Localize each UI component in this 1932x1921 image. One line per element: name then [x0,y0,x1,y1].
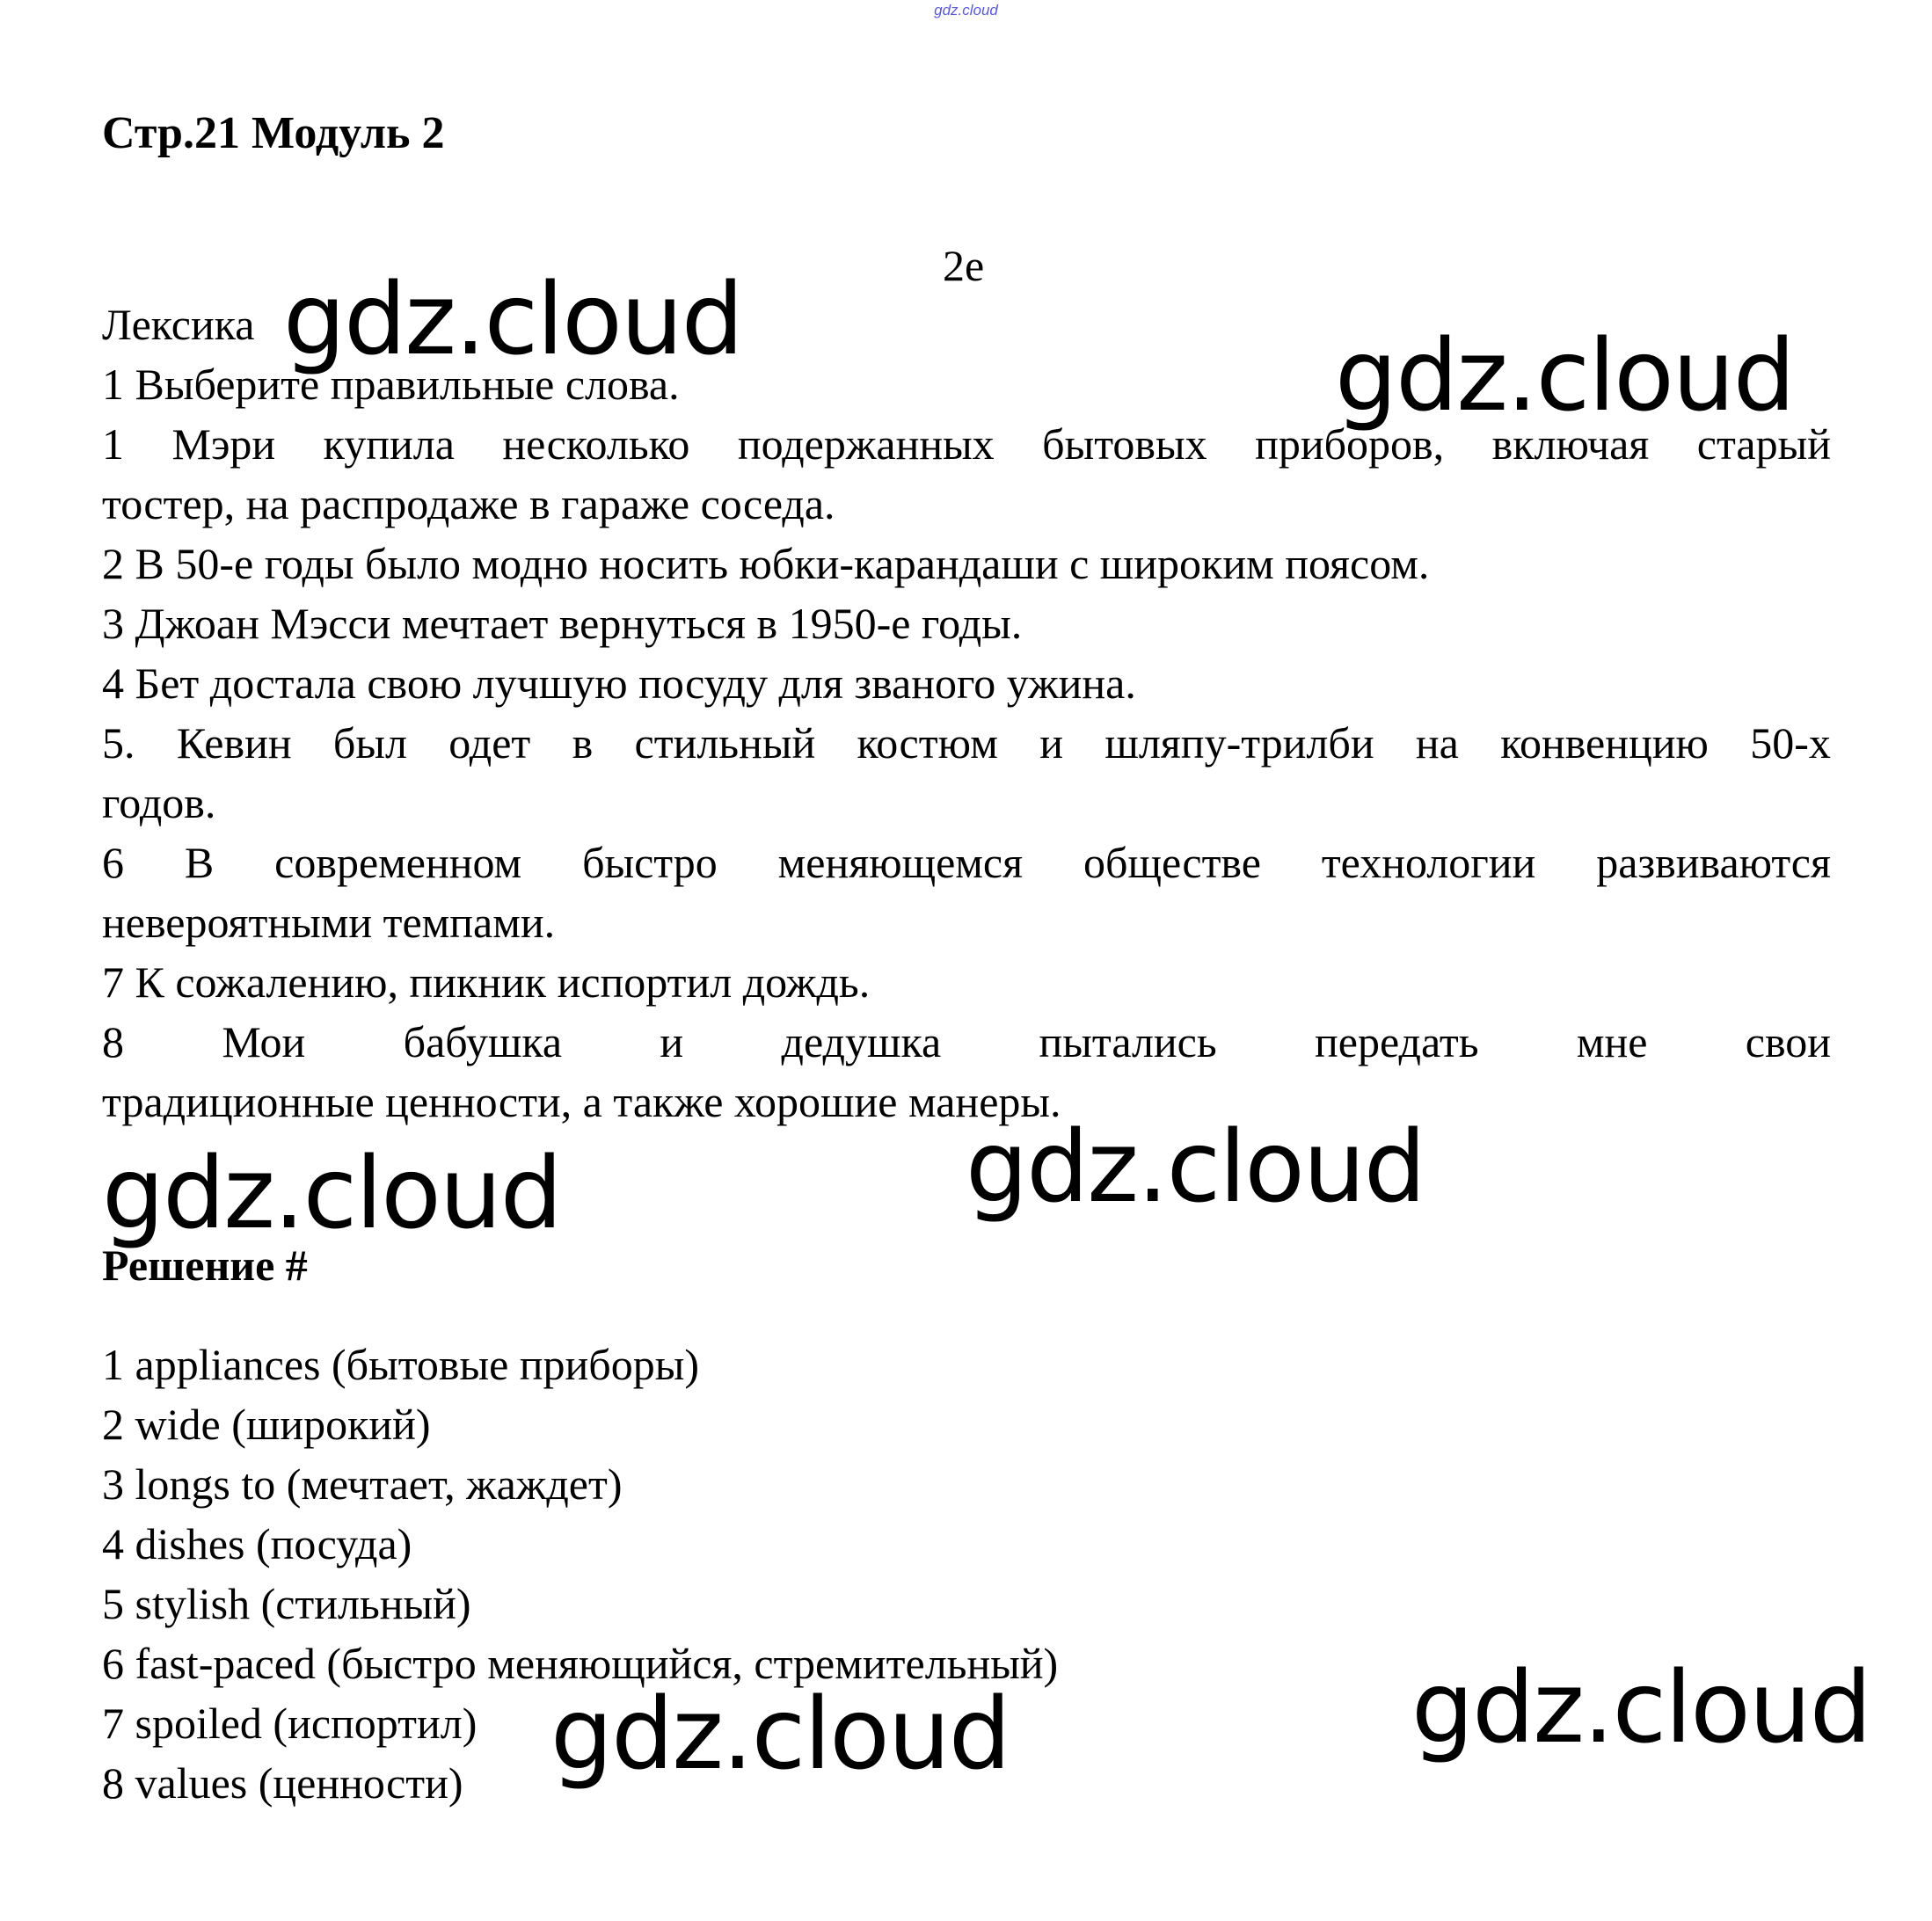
task-line [102,653,1831,713]
task-line [102,713,1831,773]
answer-item: 8 values (ценности) [102,1758,463,1808]
solution-heading: Решение # [102,1241,308,1290]
task-line [102,1012,1831,1072]
task-word: 50-х [1750,718,1831,768]
task-word: в [572,718,594,768]
task-line [102,474,1831,534]
task-word: и [660,1017,684,1066]
task-word: 1 [102,419,124,469]
task-word: 2 В 50-е годы было модно носить юбки-карандаши с широким поясом. [102,539,1430,588]
task-line [102,773,1831,833]
watermark: gdz.cloud [102,1137,561,1251]
task-word: старый [1696,419,1831,469]
answer-item: 3 longs to (мечтает, жаждет) [102,1459,623,1509]
task-word: 4 Бет достала свою лучшую посуду для званого ужина. [102,659,1136,708]
task-word: был [332,718,407,768]
task-word: традиционные ценности, а также хорошие манеры. [102,1077,1061,1126]
task-word: пытались [1039,1017,1217,1066]
watermark: gdz.cloud [1335,319,1794,433]
task-word: обществе [1083,838,1261,887]
task-line [102,952,1831,1012]
task-word: подержанных [737,419,995,469]
task-word: технологии [1321,838,1536,887]
task-word: свои [1745,1017,1831,1066]
task-line [102,593,1831,653]
task-word: одет [448,718,531,768]
watermark: gdz.cloud [283,263,742,377]
task-word: на [1415,718,1459,768]
task-word: передать [1315,1017,1479,1066]
watermark: gdz.cloud [1411,1651,1870,1765]
task-word: В [184,838,215,887]
answer-item: 1 appliances (бытовые приборы) [102,1340,699,1389]
task-word: Лексика [102,300,255,349]
task-word: 7 К сожалению, пикник испортил дождь. [102,957,871,1007]
answer-item: 2 wide (широкий) [102,1400,431,1449]
task-line [102,833,1831,892]
task-word: 6 [102,838,124,887]
task-line [102,534,1831,593]
top-watermark-link[interactable]: gdz.cloud [934,2,998,18]
answer-item: 7 spoiled (испортил) [102,1699,478,1748]
task-word: тостер, на распродаже в гараже соседа. [102,479,835,528]
task-word: быстро [582,838,718,887]
task-word: костюм [857,718,998,768]
task-word: бабушка [403,1017,563,1066]
task-word: включая [1491,419,1650,469]
task-word: 5. [102,718,135,768]
task-word: дедушка [781,1017,942,1066]
task-word: невероятными темпами. [102,898,556,947]
task-word: современном [274,838,522,887]
section-code: 2e [943,241,985,290]
task-word: и [1039,718,1064,768]
task-word: меняющемся [777,838,1024,887]
task-line [102,892,1831,952]
task-word: Мои [222,1017,306,1066]
task-word: несколько [502,419,690,469]
task-word: купила [323,419,455,469]
answer-item: 5 stylish (стильный) [102,1579,471,1628]
watermark: gdz.cloud [966,1110,1425,1225]
task-word: шляпу-трилби [1105,718,1374,768]
watermark: gdz.cloud [550,1677,1010,1792]
task-word: мне [1576,1017,1648,1066]
task-word: приборов, [1255,419,1445,469]
task-word: развиваются [1596,838,1831,887]
task-word: Кевин [176,718,292,768]
task-word: стильный [634,718,816,768]
task-word: бытовых [1042,419,1207,469]
answer-item: 4 dishes (посуда) [102,1519,412,1568]
task-word: 3 Джоан Мэсси мечтает вернуться в 1950-е годы. [102,599,1023,648]
page-title: Стр.21 Модуль 2 [102,108,445,158]
task-word: Мэри [171,419,276,469]
answer-item: 6 fast-paced (быстро меняющийся, стремительный) [102,1639,1059,1688]
task-word: 8 [102,1017,124,1066]
task-word: 1 Выберите правильные слова. [102,360,680,409]
task-word: конвенцию [1500,718,1709,768]
task-word: годов. [102,778,216,827]
